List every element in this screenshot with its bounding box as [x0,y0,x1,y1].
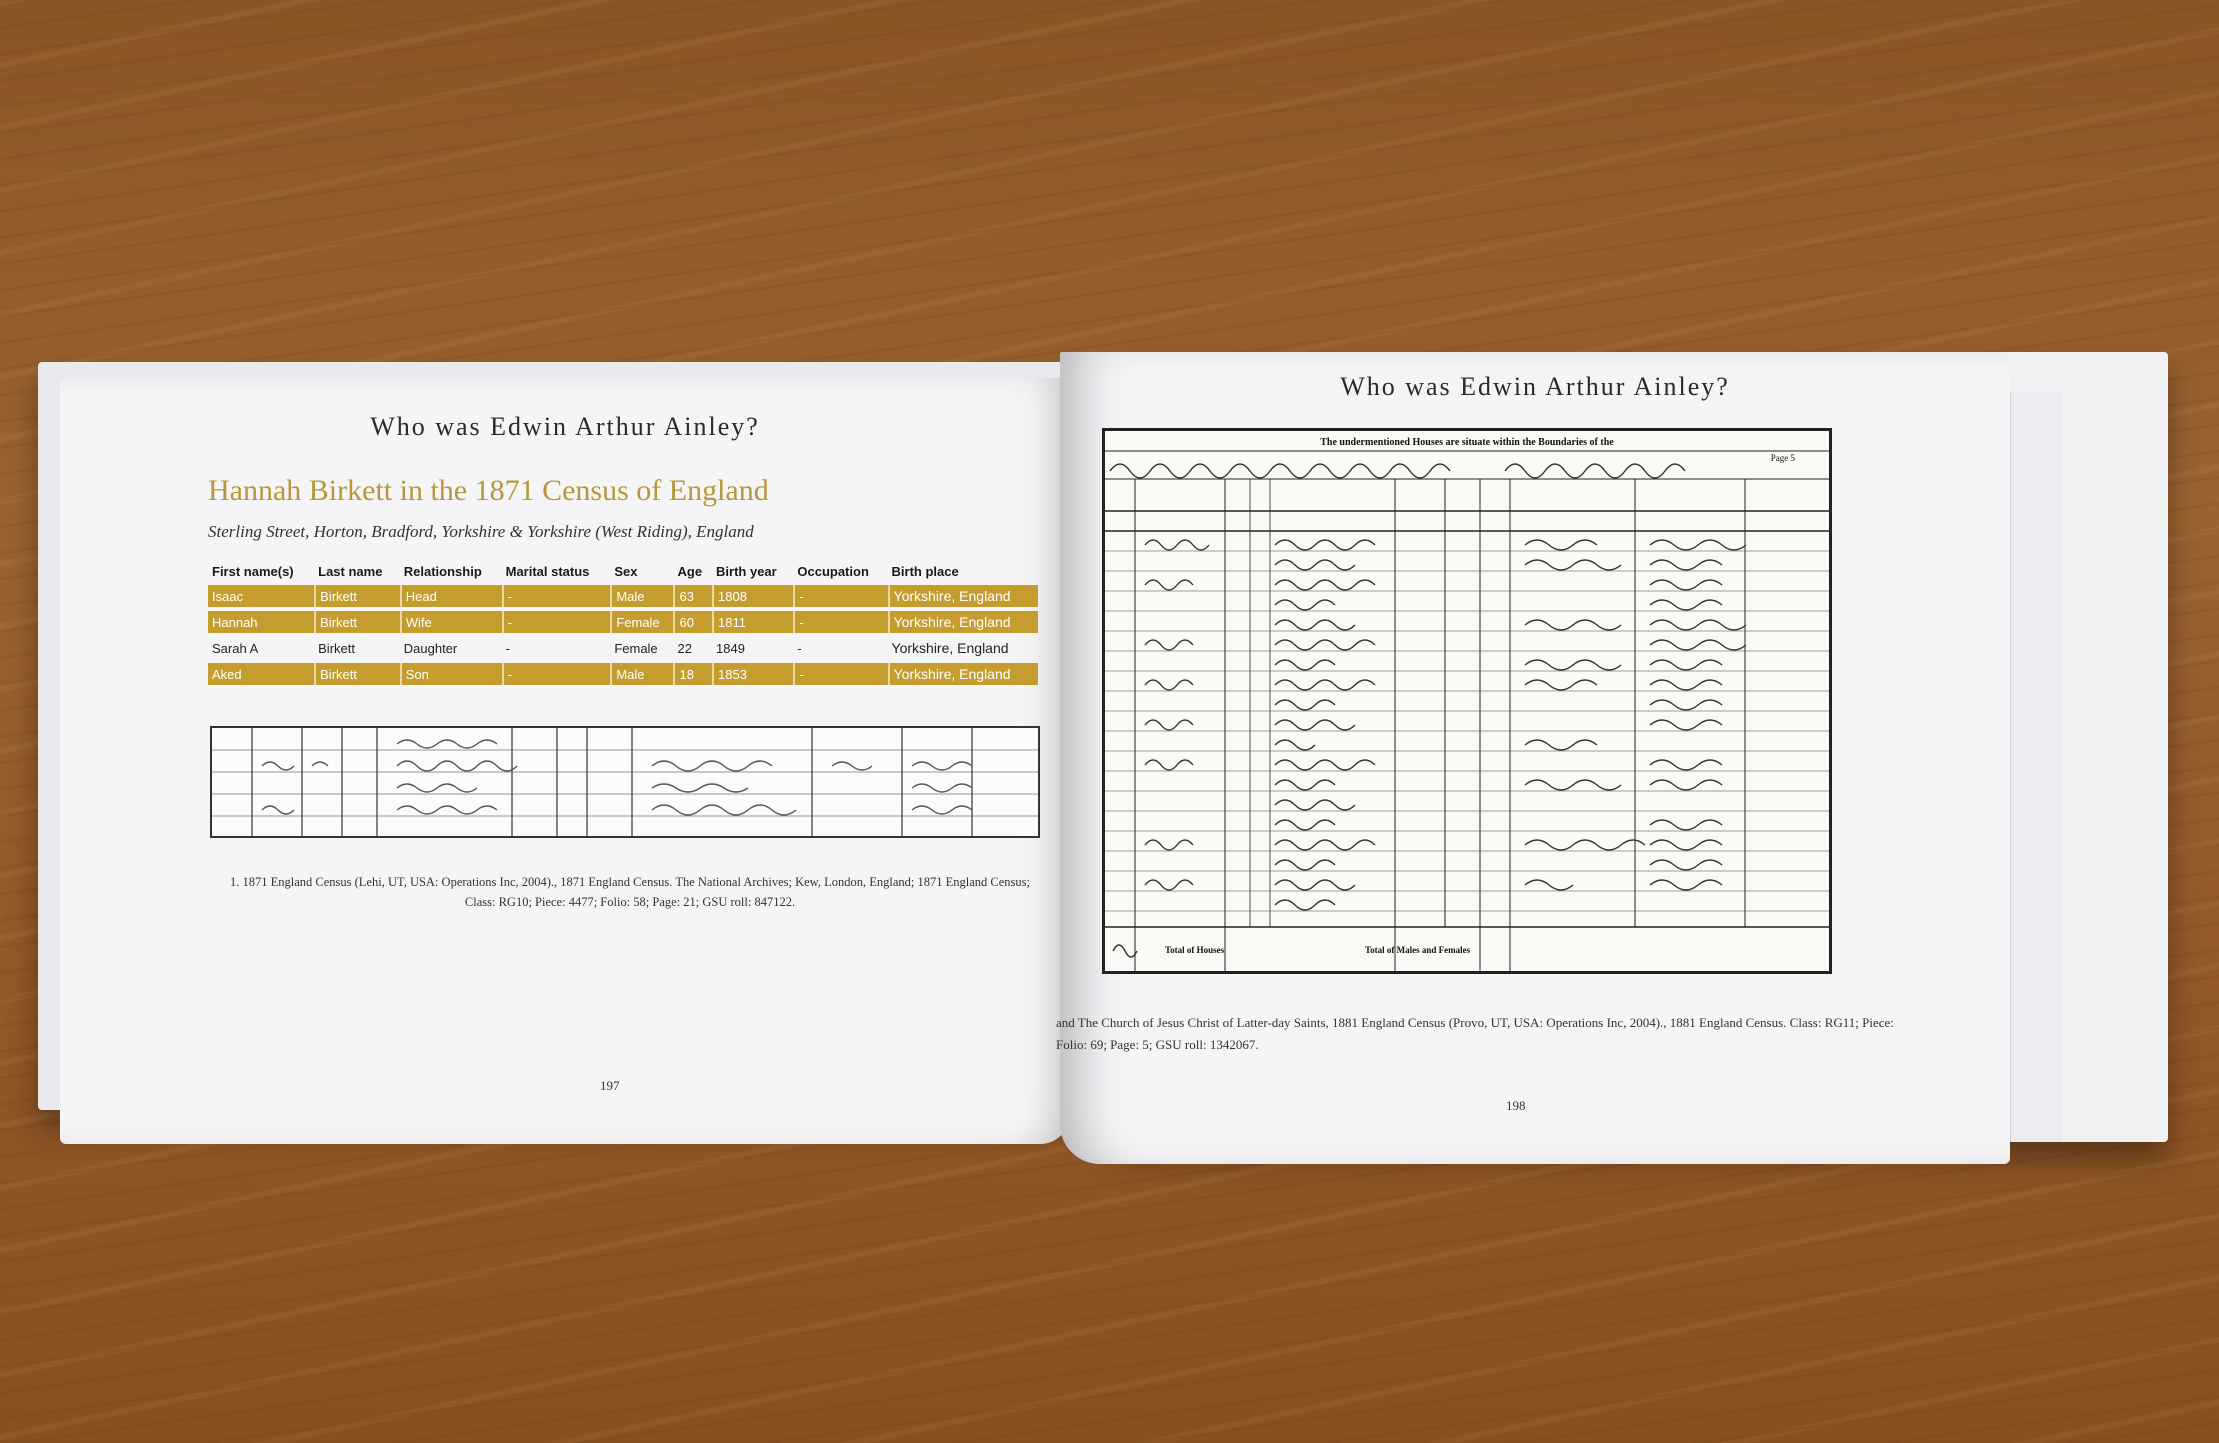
census-header-text: The undermentioned Houses are situate within the Boundaries of the [1320,437,1614,448]
cell-sex: Female [610,611,673,633]
census-page-label: Page 5 [1770,453,1795,463]
col-marital-status: Marital status [505,564,590,579]
cell-age: 18 [673,663,712,685]
table-row [208,585,1038,607]
cell-occupation: - [793,611,887,633]
page-197 [60,378,1070,1144]
page-number: 198 [1506,1098,1526,1113]
cell-occupation: - [793,663,887,685]
running-head: Who was Edwin Arthur Ainley? [370,412,760,441]
loose-sheet [2010,392,2062,1142]
cell-first: Isaac [208,585,314,607]
cell-first: Sarah A [212,640,259,656]
cell-last: Birkett [314,611,400,633]
page-198 [1056,352,2010,1164]
cell-sex: Male [610,585,673,607]
col-age: Age [677,564,703,579]
cell-relationship: Son [400,663,502,685]
cell-first: Aked [208,663,314,685]
cell-birth-year: 1811 [712,611,793,633]
cell-age: 22 [677,640,692,656]
cell-relationship: Wife [400,611,502,633]
census-1881-image [1102,428,1832,974]
cell-birth-year: 1853 [712,663,793,685]
footnote-line-1: 1. 1871 England Census (Lehi, UT, USA: Operations Inc, 2004)., 1871 England Census. The National Archives; Kew, London, England; 1871 England Census; [230,875,1030,889]
footnote-line-2: Class: RG10; Piece: 4477; Folio: 58; Page: 21; GSU roll: 847122. [464,895,796,909]
cell-marital: - [502,663,611,685]
cell-marital: - [502,611,611,633]
section-title: Hannah Birkett in the 1871 Census of England [208,474,769,507]
cell-occupation: - [797,640,802,656]
census-total-houses: Total of Houses [1165,945,1225,955]
cell-first: Hannah [208,611,314,633]
cell-birth-place: Yorkshire, England [888,611,1038,633]
census-total-people: Total of Males and Females [1365,945,1471,955]
col-first-name: First name(s) [212,564,294,579]
cell-marital: - [502,585,611,607]
handwritten-census-record-image [210,726,1040,838]
col-occupation: Occupation [797,564,869,579]
running-head: Who was Edwin Arthur Ainley? [1340,372,1730,401]
census-1871-table [208,558,1038,689]
col-birth-place: Birth place [891,564,959,579]
cell-last: Birkett [314,585,400,607]
footnote [200,872,1060,912]
cell-birth-place: Yorkshire, England [891,640,1009,656]
page-number: 197 [600,1078,620,1093]
cell-marital: - [505,640,510,656]
census-1881-ledger-drawing [1105,431,1829,971]
col-relationship: Relationship [403,564,482,579]
cell-sex: Female [614,640,658,656]
table-row [208,663,1038,685]
cell-sex: Male [610,663,673,685]
cell-birth-year: 1808 [712,585,793,607]
col-last-name: Last name [318,564,383,579]
footnote-line-1: and The Church of Jesus Christ of Latter-day Saints, 1881 England Census (Provo, UT, USA: Operations Inc, 2004)., 1881 England Census. Class: RG11; Piece: [1056,1015,1894,1030]
open-book [38,352,2168,1152]
footnote [1056,1012,1956,1056]
cell-relationship: Daughter [403,640,458,656]
footnote-line-2: Folio: 69; Page: 5; GSU roll: 1342067. [1056,1037,1259,1053]
cell-last: Birkett [318,640,355,656]
section-subtitle: Sterling Street, Horton, Bradford, Yorkshire & Yorkshire (West Riding), England [208,522,754,541]
table-header-row [208,562,1038,581]
census-ledger-drawing [212,728,1038,836]
cell-occupation: - [793,585,887,607]
cell-age: 60 [673,611,712,633]
col-birth-year: Birth year [716,564,777,579]
cell-birth-place: Yorkshire, England [888,663,1038,685]
table-row [208,611,1038,633]
cell-birth-year: 1849 [716,640,745,656]
cell-age: 63 [673,585,712,607]
cell-relationship: Head [400,585,502,607]
col-sex: Sex [614,564,638,579]
table-row [208,637,1038,659]
cell-birth-place: Yorkshire, England [888,585,1038,607]
cell-last: Birkett [314,663,400,685]
